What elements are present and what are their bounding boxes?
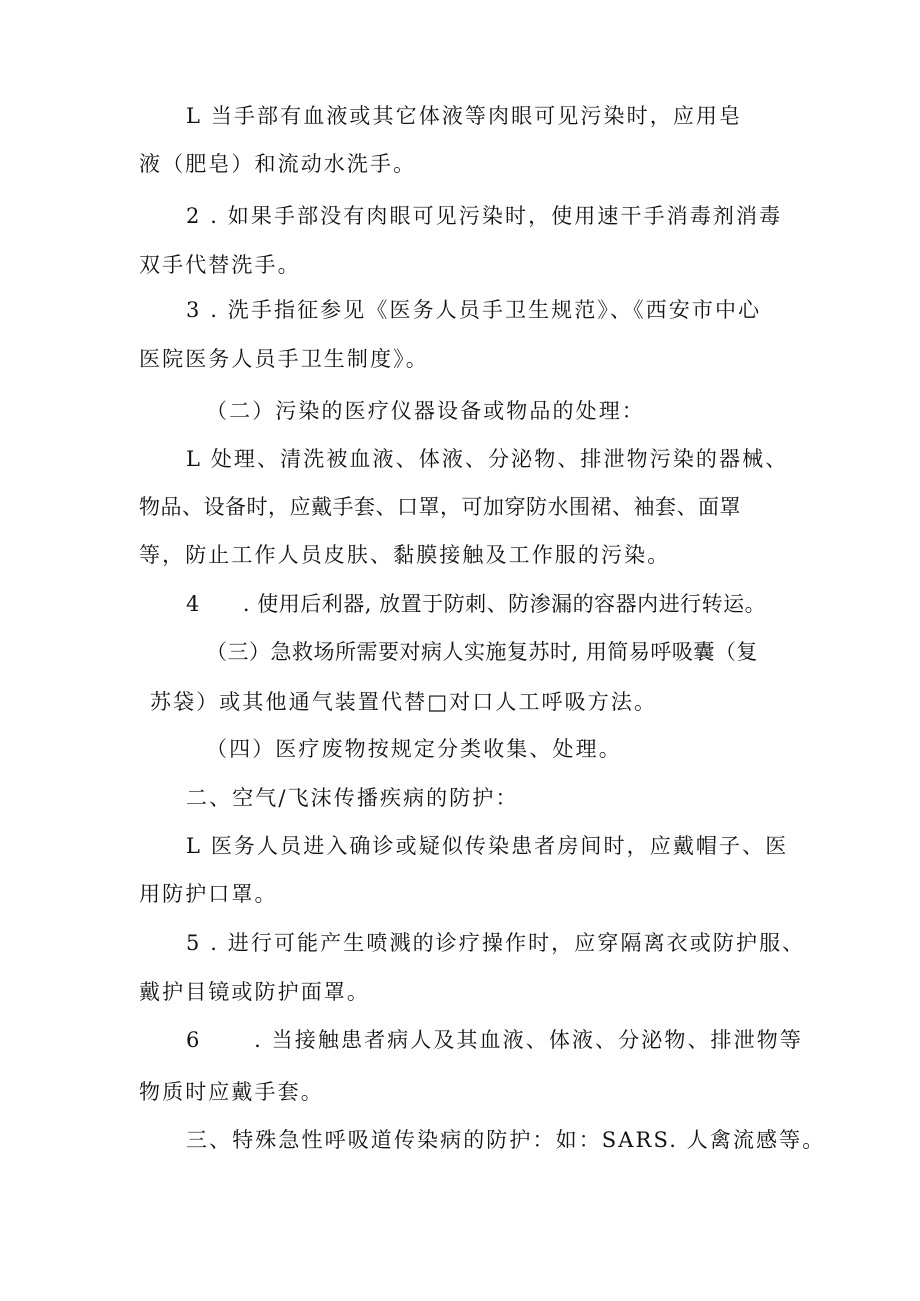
text-line: 医院医务人员手卫生制度》。 — [139, 347, 429, 371]
text-line: 物品、设备时，应戴手套、口罩，可加穿防水围裙、袖套、面罩 — [139, 495, 741, 519]
text-line: L 当手部有血液或其它体液等肉眼可见污染时，应用皂 — [186, 104, 743, 128]
text-line: 液（肥皂）和流动水洗手。 — [139, 152, 417, 176]
text-line: 双手代替洗手。 — [139, 253, 301, 277]
text-line: 用防护口罩。 — [139, 882, 278, 906]
text-line: L 医务人员进入确诊或疑似传染患者房间时，应戴帽子、医 — [186, 834, 789, 858]
text-line: 等，防止工作人员皮肤、黏膜接触及工作服的污染。 — [139, 543, 671, 567]
text-line: 6 . 当接触患者病人及其血液、体液、分泌物、排泄物等 — [186, 1028, 803, 1052]
text-line: 2 . 如果手部没有肉眼可见污染时，使用速干手消毒剂消毒 — [186, 204, 783, 228]
section-heading: （二）污染的医疗仪器设备或物品的处理： — [206, 399, 645, 423]
text-line: 物质时应戴手套。 — [139, 1080, 324, 1104]
text-line: L 处理、清洗被血液、体液、分泌物、排泄物污染的器械、 — [186, 447, 789, 471]
text-line: 5 . 进行可能产生喷溅的诊疗操作时，应穿隔离衣或防护服、 — [186, 931, 806, 955]
text-line: 戴护目镜或防护面罩。 — [139, 980, 370, 1004]
text-line: 苏袋）或其他通气装置代替□对口人工呼吸方法。 — [150, 690, 658, 714]
section-heading: 二、空气/飞沫传播疾病的防护： — [186, 786, 519, 810]
section-heading: （四）医疗废物按规定分类收集、处理。 — [206, 737, 622, 761]
text-line: 4 . 使用后利器, 放置于防刺、防渗漏的容器内进行转运。 — [186, 592, 767, 616]
text-line: 3 . 洗手指征参见《医务人员手卫生规范》、《西安市中心 — [186, 298, 762, 322]
section-heading: 三、特殊急性呼吸道传染病的防护：如：SARS. 人禽流感等。 — [186, 1128, 826, 1152]
section-heading: （三）急救场所需要对病人实施复苏时, 用简易呼吸囊（复 — [206, 640, 758, 664]
